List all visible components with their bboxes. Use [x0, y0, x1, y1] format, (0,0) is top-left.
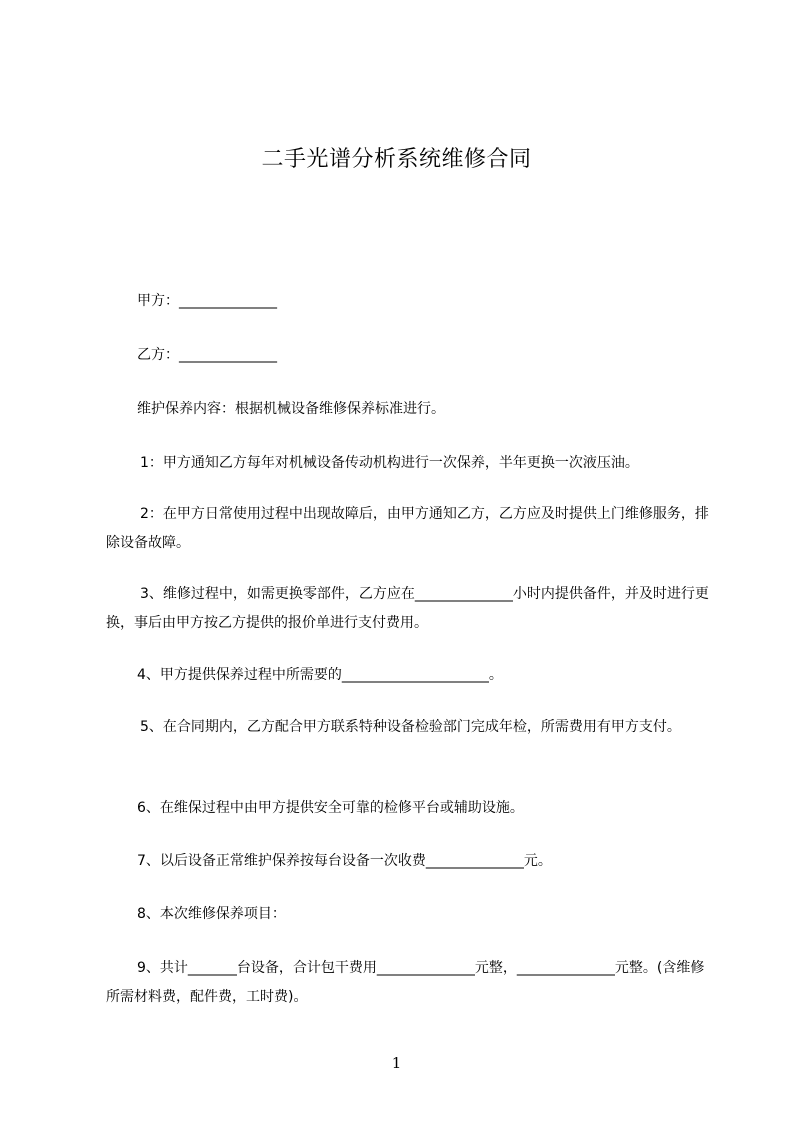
clause-6: 6、在维保过程中由甲方提供安全可靠的检修平台或辅助设施。 — [137, 800, 524, 816]
clause-2: 2：在甲方日常使用过程中出现故障后，由甲方通知乙方，乙方应及时提供上门维修服务，排除设备故障。 — [106, 506, 709, 551]
clause-9: 9、共计_______台设备，合计包干费用______________元整，______________元整。(含维修所需材料费，配件费，工时费)。 — [106, 960, 705, 1005]
clause-1: 1：甲方通知乙方每年对机械设备传动机构进行一次保养，半年更换一次液压油。 — [140, 455, 639, 471]
party-a-line: 甲方：______________ — [137, 293, 277, 309]
maintenance-content-intro: 维护保养内容：根据机械设备维修保养标准进行。 — [137, 401, 445, 417]
clause-7: 7、以后设备正常维护保养按每台设备一次收费______________元。 — [137, 853, 552, 869]
clause-8: 8、本次维修保养项目： — [137, 906, 286, 922]
clause-4: 4、甲方提供保养过程中所需要的_____________________。 — [137, 667, 503, 683]
clause-3: 3、维修过程中，如需更换零部件，乙方应在______________小时内提供备件，并及时进行更换，事后由甲方按乙方提供的报价单进行支付费用。 — [106, 586, 709, 631]
party-b-line: 乙方：______________ — [137, 347, 277, 363]
page-number: 1 — [391, 1054, 402, 1072]
clause-5: 5、在合同期内，乙方配合甲方联系特种设备检验部门完成年检，所需费用有甲方支付。 — [140, 719, 681, 735]
document-title: 二手光谱分析系统维修合同 — [261, 147, 532, 172]
